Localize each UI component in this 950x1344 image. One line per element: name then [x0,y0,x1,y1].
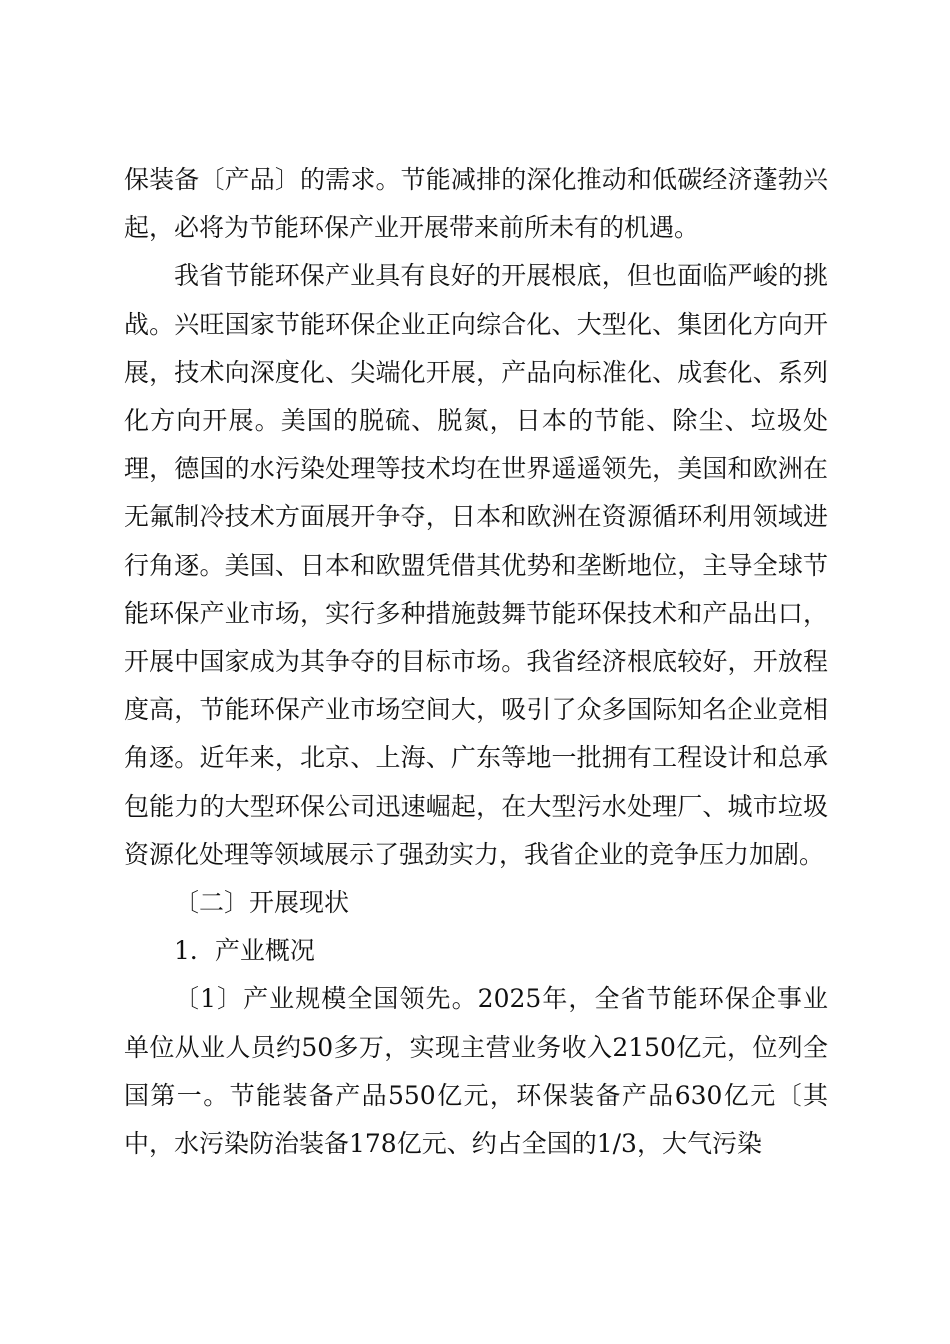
paragraph-industry-scale: 〔1〕产业规模全国领先。2025年，全省节能环保企事业单位从业人员约50多万，实现主营业务收入2150亿元，位列全国第一。节能装备产品550亿元，环保装备产品630亿元〔其中，水污染防治装备178亿元、约占全国的1/3，大气污染 [124,984,828,1159]
paragraph-continuation: 保装备〔产品〕的需求。节能减排的深化推动和低碳经济蓬勃兴起，必将为节能环保产业开展带来前所未有的机遇。 [124,165,828,243]
section-heading-status: 〔二〕开展现状 [174,888,350,918]
subsection-heading-overview: 1．产业概况 [174,936,315,966]
document-body [124,156,828,1168]
paragraph-challenges: 我省节能环保产业具有良好的开展根底，但也面临严峻的挑战。兴旺国家节能环保企业正向综合化、大型化、集团化方向开展，技术向深度化、尖端化开展，产品向标准化、成套化、系列化方向开展。美国的脱硫、脱氮，日本的节能、除尘、垃圾处理，德国的水污染处理等技术均在世界遥遥领先，美国和欧洲在无氟制冷技术方面展开争夺，日本和欧洲在资源循环利用领域进行角逐。美国、日本和欧盟凭借其优势和垄断地位，主导全球节能环保产业市场，实行多种措施鼓舞节能环保技术和产品出口，开展中国家成为其争夺的目标市场。我省经济根底较好，开放程度高，节能环保产业市场空间大，吸引了众多国际知名企业竞相角逐。近年来，北京、上海、广东等地一批拥有工程设计和总承包能力的大型环保公司迅速崛起，在大型污水处理厂、城市垃圾资源化处理等领域展示了强劲实力，我省企业的竞争压力加剧。 [124,261,828,869]
